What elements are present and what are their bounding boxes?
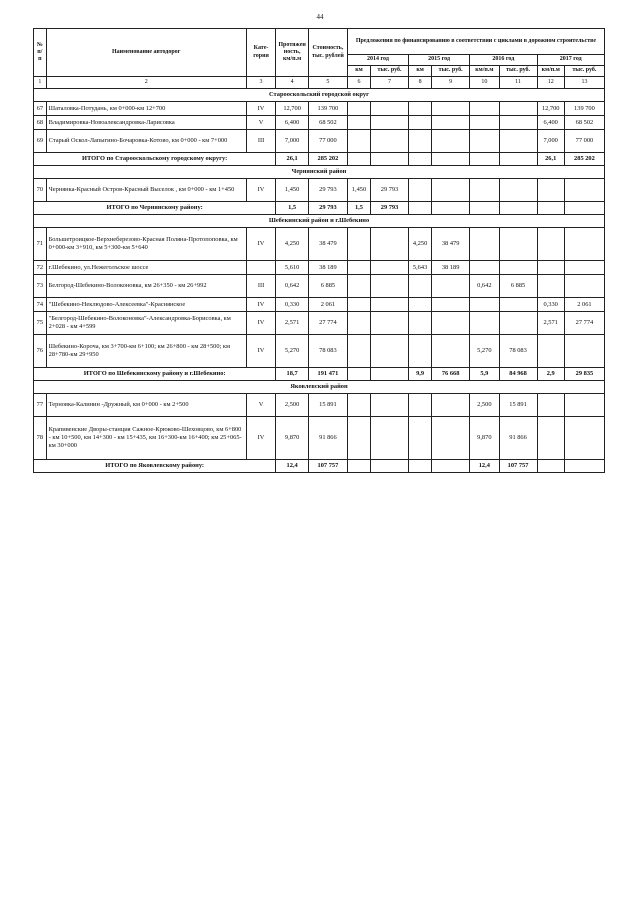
value-cell bbox=[499, 130, 537, 153]
value-cell bbox=[470, 261, 499, 275]
total-length: 18,7 bbox=[276, 368, 309, 381]
value-cell bbox=[432, 116, 470, 130]
row-number: 68 bbox=[34, 116, 47, 130]
total-value-cell bbox=[564, 202, 604, 215]
section-header-row bbox=[34, 89, 605, 102]
total-value-cell bbox=[347, 460, 370, 473]
row-number: 73 bbox=[34, 275, 47, 298]
value-cell bbox=[409, 298, 432, 312]
value-cell bbox=[432, 130, 470, 153]
header-sub: км bbox=[409, 66, 432, 77]
value-cell: 5,643 bbox=[409, 261, 432, 275]
value-cell: 27 774 bbox=[564, 312, 604, 335]
total-value-cell: 26,1 bbox=[537, 153, 564, 166]
road-length: 5,610 bbox=[276, 261, 309, 275]
value-cell: 29 793 bbox=[371, 179, 409, 202]
total-value-cell: 9,9 bbox=[409, 368, 432, 381]
value-cell bbox=[347, 130, 370, 153]
road-cost: 38 189 bbox=[308, 261, 347, 275]
road-length: 1,450 bbox=[276, 179, 309, 202]
header-year-2015: 2015 год bbox=[409, 55, 470, 66]
value-cell bbox=[537, 179, 564, 202]
value-cell: 5,270 bbox=[470, 335, 499, 368]
road-length: 7,000 bbox=[276, 130, 309, 153]
road-category: III bbox=[246, 130, 275, 153]
value-cell bbox=[371, 116, 409, 130]
column-number: 13 bbox=[564, 77, 604, 89]
total-value-cell: 84 968 bbox=[499, 368, 537, 381]
road-length: 9,870 bbox=[276, 417, 309, 460]
road-cost: 91 866 bbox=[308, 417, 347, 460]
header-sub: тыс. руб. bbox=[564, 66, 604, 77]
value-cell bbox=[409, 116, 432, 130]
road-name: Чернянка-Красный Остров-Красный Выселок , км 0+000 - км 1+450 bbox=[46, 179, 246, 202]
header-num: № п/п bbox=[34, 29, 47, 77]
total-value-cell bbox=[537, 202, 564, 215]
value-cell: 9,870 bbox=[470, 417, 499, 460]
total-value-cell bbox=[564, 460, 604, 473]
section-title: Старооскольский городской округ bbox=[34, 89, 605, 102]
road-cost: 68 502 bbox=[308, 116, 347, 130]
total-length: 12,4 bbox=[276, 460, 309, 473]
value-cell bbox=[432, 179, 470, 202]
column-number: 11 bbox=[499, 77, 537, 89]
road-length: 2,571 bbox=[276, 312, 309, 335]
value-cell bbox=[371, 130, 409, 153]
road-category: IV bbox=[246, 312, 275, 335]
header-sub: км/п.м bbox=[470, 66, 499, 77]
value-cell: 0,330 bbox=[537, 298, 564, 312]
section-header-row bbox=[34, 166, 605, 179]
header-cost: Стоимость, тыс. рублей bbox=[308, 29, 347, 77]
total-value-cell bbox=[470, 153, 499, 166]
total-label: ИТОГО по Шебекинскому району и г.Шебекино: bbox=[34, 368, 276, 381]
total-value-cell bbox=[347, 368, 370, 381]
value-cell bbox=[371, 417, 409, 460]
value-cell bbox=[564, 417, 604, 460]
row-number: 72 bbox=[34, 261, 47, 275]
column-number: 7 bbox=[371, 77, 409, 89]
table-row bbox=[34, 102, 605, 116]
total-label: ИТОГО по Старооскольскому городскому округу: bbox=[34, 153, 276, 166]
road-cost: 2 061 bbox=[308, 298, 347, 312]
total-row bbox=[34, 368, 605, 381]
table-body bbox=[34, 89, 605, 473]
road-length: 5,270 bbox=[276, 335, 309, 368]
value-cell bbox=[499, 116, 537, 130]
road-category: IV bbox=[246, 228, 275, 261]
road-name: Шаталовка-Потудань, км 0+000-км 12+700 bbox=[46, 102, 246, 116]
road-name: г.Шебекино, ул.Нежеголъское шоссе bbox=[46, 261, 246, 275]
road-cost: 6 885 bbox=[308, 275, 347, 298]
table-row bbox=[34, 298, 605, 312]
value-cell bbox=[537, 335, 564, 368]
road-length: 12,700 bbox=[276, 102, 309, 116]
column-number: 5 bbox=[308, 77, 347, 89]
value-cell bbox=[564, 261, 604, 275]
road-length: 0,642 bbox=[276, 275, 309, 298]
value-cell bbox=[371, 335, 409, 368]
total-value-cell bbox=[371, 368, 409, 381]
total-cost: 285 202 bbox=[308, 153, 347, 166]
value-cell bbox=[470, 102, 499, 116]
road-name: Старый Оскол-Лапыгино-Бочаровка-Котово, км 0+000 - км 7+000 bbox=[46, 130, 246, 153]
value-cell bbox=[537, 228, 564, 261]
total-row bbox=[34, 460, 605, 473]
value-cell bbox=[499, 298, 537, 312]
header-sub: тыс. руб. bbox=[499, 66, 537, 77]
row-number: 71 bbox=[34, 228, 47, 261]
road-name: Белгород-Шебекино-Волоконовка, км 26+350 - км 26+992 bbox=[46, 275, 246, 298]
road-category: III bbox=[246, 275, 275, 298]
value-cell bbox=[499, 228, 537, 261]
section-title: Шебекинский район и г.Шебекино bbox=[34, 215, 605, 228]
road-length: 4,250 bbox=[276, 228, 309, 261]
value-cell bbox=[432, 102, 470, 116]
section-header-row bbox=[34, 381, 605, 394]
road-name: Большетроицкое-Верхнеберезово-Красная Поляна-Протопоповка, км 0+000-км 3+910, км 5+300-км 5+640 bbox=[46, 228, 246, 261]
table-row bbox=[34, 275, 605, 298]
value-cell bbox=[499, 179, 537, 202]
column-number: 2 bbox=[46, 77, 246, 89]
total-cost: 191 471 bbox=[308, 368, 347, 381]
header-year-2014: 2014 год bbox=[347, 55, 408, 66]
column-number: 6 bbox=[347, 77, 370, 89]
value-cell: 2,571 bbox=[537, 312, 564, 335]
value-cell: 15 891 bbox=[499, 394, 537, 417]
header-year-2016: 2016 год bbox=[470, 55, 537, 66]
total-value-cell bbox=[432, 202, 470, 215]
total-value-cell: 12,4 bbox=[470, 460, 499, 473]
value-cell: 91 866 bbox=[499, 417, 537, 460]
total-row bbox=[34, 202, 605, 215]
road-category: V bbox=[246, 394, 275, 417]
section-header-row bbox=[34, 215, 605, 228]
total-value-cell bbox=[499, 153, 537, 166]
column-number: 10 bbox=[470, 77, 499, 89]
value-cell bbox=[371, 275, 409, 298]
table-row bbox=[34, 179, 605, 202]
value-cell bbox=[499, 102, 537, 116]
road-name: "Шебекино-Неклюдово-Алексеевка"-Краснянское bbox=[46, 298, 246, 312]
total-cost: 107 757 bbox=[308, 460, 347, 473]
value-cell bbox=[347, 335, 370, 368]
road-category bbox=[246, 261, 275, 275]
header-category: Кате- гория bbox=[246, 29, 275, 77]
value-cell bbox=[409, 179, 432, 202]
value-cell bbox=[564, 228, 604, 261]
value-cell: 4,250 bbox=[409, 228, 432, 261]
value-cell bbox=[409, 312, 432, 335]
total-value-cell bbox=[371, 460, 409, 473]
table-row bbox=[34, 312, 605, 335]
total-value-cell: 5,9 bbox=[470, 368, 499, 381]
road-category: IV bbox=[246, 102, 275, 116]
total-value-cell: 76 668 bbox=[432, 368, 470, 381]
total-value-cell bbox=[409, 153, 432, 166]
row-number: 70 bbox=[34, 179, 47, 202]
table-header bbox=[34, 29, 605, 89]
total-label: ИТОГО по Чернянскому району: bbox=[34, 202, 276, 215]
value-cell: 0,642 bbox=[470, 275, 499, 298]
road-cost: 29 793 bbox=[308, 179, 347, 202]
total-value-cell bbox=[432, 153, 470, 166]
value-cell: 139 700 bbox=[564, 102, 604, 116]
row-number: 76 bbox=[34, 335, 47, 368]
total-label: ИТОГО по Яковлевскому району: bbox=[34, 460, 276, 473]
header-length: Протяжен ность, км/п.м bbox=[276, 29, 309, 77]
header-proposals: Предложения по финансированию в соответствии с циклами в дорожном строительстве bbox=[347, 29, 604, 55]
row-number: 67 bbox=[34, 102, 47, 116]
column-number: 1 bbox=[34, 77, 47, 89]
column-number: 12 bbox=[537, 77, 564, 89]
value-cell bbox=[432, 298, 470, 312]
road-cost: 77 000 bbox=[308, 130, 347, 153]
value-cell bbox=[470, 116, 499, 130]
road-name: Терновка-Калинин -Дружный, км 0+000 - км 2+500 bbox=[46, 394, 246, 417]
table-row bbox=[34, 417, 605, 460]
value-cell bbox=[537, 394, 564, 417]
value-cell bbox=[564, 275, 604, 298]
header-name: Наименование автодорог bbox=[46, 29, 246, 77]
road-cost: 38 479 bbox=[308, 228, 347, 261]
table-row bbox=[34, 335, 605, 368]
road-category: V bbox=[246, 116, 275, 130]
value-cell: 38 189 bbox=[432, 261, 470, 275]
value-cell bbox=[499, 261, 537, 275]
road-cost: 78 083 bbox=[308, 335, 347, 368]
table-row bbox=[34, 261, 605, 275]
total-value-cell bbox=[347, 153, 370, 166]
value-cell: 78 083 bbox=[499, 335, 537, 368]
total-value-cell bbox=[537, 460, 564, 473]
total-value-cell bbox=[409, 202, 432, 215]
value-cell bbox=[537, 261, 564, 275]
value-cell: 38 479 bbox=[432, 228, 470, 261]
value-cell bbox=[409, 394, 432, 417]
header-sub: тыс. руб. bbox=[432, 66, 470, 77]
table-row bbox=[34, 130, 605, 153]
header-sub: тыс. руб. bbox=[371, 66, 409, 77]
value-cell bbox=[470, 130, 499, 153]
value-cell bbox=[409, 335, 432, 368]
value-cell bbox=[470, 312, 499, 335]
total-length: 1,5 bbox=[276, 202, 309, 215]
header-sub: км bbox=[347, 66, 370, 77]
road-category: IV bbox=[246, 417, 275, 460]
total-value-cell bbox=[499, 202, 537, 215]
road-cost: 27 774 bbox=[308, 312, 347, 335]
total-value-cell bbox=[371, 153, 409, 166]
value-cell bbox=[432, 417, 470, 460]
value-cell bbox=[371, 394, 409, 417]
total-value-cell: 29 793 bbox=[371, 202, 409, 215]
value-cell bbox=[409, 102, 432, 116]
road-name: Шебекино-Короча, км 3+700-км 6+100; км 26+800 - км 28+500; км 28+780-км 29+950 bbox=[46, 335, 246, 368]
value-cell bbox=[564, 335, 604, 368]
value-cell bbox=[432, 394, 470, 417]
value-cell bbox=[564, 179, 604, 202]
value-cell bbox=[347, 102, 370, 116]
table-row bbox=[34, 228, 605, 261]
road-length: 2,500 bbox=[276, 394, 309, 417]
value-cell bbox=[371, 261, 409, 275]
value-cell bbox=[347, 261, 370, 275]
value-cell: 6,400 bbox=[537, 116, 564, 130]
row-number: 78 bbox=[34, 417, 47, 460]
column-number: 3 bbox=[246, 77, 275, 89]
value-cell bbox=[347, 228, 370, 261]
value-cell bbox=[347, 417, 370, 460]
road-name: Крапивенские Дворы-станция Сажное-Крюково-Шеховцово, км 6+800 - км 10+500, км 14+300 - км 15+435, км 16+300-км 16+400; км 25+065-км 30+000 bbox=[46, 417, 246, 460]
value-cell bbox=[371, 228, 409, 261]
value-cell bbox=[347, 275, 370, 298]
header-sub: км/п.м bbox=[537, 66, 564, 77]
row-number: 75 bbox=[34, 312, 47, 335]
road-financing-table bbox=[33, 28, 605, 473]
total-value-cell: 1,5 bbox=[347, 202, 370, 215]
value-cell bbox=[499, 312, 537, 335]
value-cell bbox=[409, 130, 432, 153]
row-number: 74 bbox=[34, 298, 47, 312]
road-category: IV bbox=[246, 335, 275, 368]
total-length: 26,1 bbox=[276, 153, 309, 166]
table-row bbox=[34, 116, 605, 130]
value-cell bbox=[537, 417, 564, 460]
page-number: 44 bbox=[316, 13, 324, 21]
row-number: 77 bbox=[34, 394, 47, 417]
value-cell bbox=[371, 102, 409, 116]
row-number: 69 bbox=[34, 130, 47, 153]
value-cell bbox=[371, 312, 409, 335]
value-cell bbox=[432, 335, 470, 368]
road-cost: 139 700 bbox=[308, 102, 347, 116]
value-cell bbox=[409, 417, 432, 460]
value-cell bbox=[432, 275, 470, 298]
value-cell bbox=[432, 312, 470, 335]
column-numbers-row bbox=[34, 77, 605, 89]
value-cell bbox=[564, 394, 604, 417]
value-cell: 1,450 bbox=[347, 179, 370, 202]
value-cell bbox=[537, 275, 564, 298]
section-title: Чернянский район bbox=[34, 166, 605, 179]
road-length: 6,400 bbox=[276, 116, 309, 130]
column-number: 4 bbox=[276, 77, 309, 89]
column-number: 9 bbox=[432, 77, 470, 89]
road-name: "Белгород-Шебекино-Волоконовка"-Александровка-Борисовка, км 2+028 - км 4+599 bbox=[46, 312, 246, 335]
section-title: Яковлевский район bbox=[34, 381, 605, 394]
value-cell: 6 885 bbox=[499, 275, 537, 298]
value-cell: 7,000 bbox=[537, 130, 564, 153]
value-cell bbox=[470, 179, 499, 202]
total-value-cell bbox=[470, 202, 499, 215]
table-row bbox=[34, 394, 605, 417]
total-value-cell: 285 202 bbox=[564, 153, 604, 166]
total-value-cell: 2,9 bbox=[537, 368, 564, 381]
total-value-cell: 29 835 bbox=[564, 368, 604, 381]
value-cell: 77 000 bbox=[564, 130, 604, 153]
value-cell bbox=[347, 394, 370, 417]
value-cell: 2 061 bbox=[564, 298, 604, 312]
header-year-2017: 2017 год bbox=[537, 55, 605, 66]
total-value-cell: 107 757 bbox=[499, 460, 537, 473]
value-cell bbox=[347, 116, 370, 130]
road-length: 0,330 bbox=[276, 298, 309, 312]
column-number: 8 bbox=[409, 77, 432, 89]
value-cell: 68 502 bbox=[564, 116, 604, 130]
total-value-cell bbox=[432, 460, 470, 473]
value-cell bbox=[347, 298, 370, 312]
road-cost: 15 891 bbox=[308, 394, 347, 417]
road-category: IV bbox=[246, 179, 275, 202]
total-value-cell bbox=[409, 460, 432, 473]
value-cell bbox=[371, 298, 409, 312]
value-cell bbox=[470, 298, 499, 312]
value-cell bbox=[409, 275, 432, 298]
value-cell bbox=[470, 228, 499, 261]
road-category: IV bbox=[246, 298, 275, 312]
road-name: Владимировка-Новоалександровка-Ларисовка bbox=[46, 116, 246, 130]
total-row bbox=[34, 153, 605, 166]
value-cell bbox=[347, 312, 370, 335]
value-cell: 12,700 bbox=[537, 102, 564, 116]
value-cell: 2,500 bbox=[470, 394, 499, 417]
total-cost: 29 793 bbox=[308, 202, 347, 215]
